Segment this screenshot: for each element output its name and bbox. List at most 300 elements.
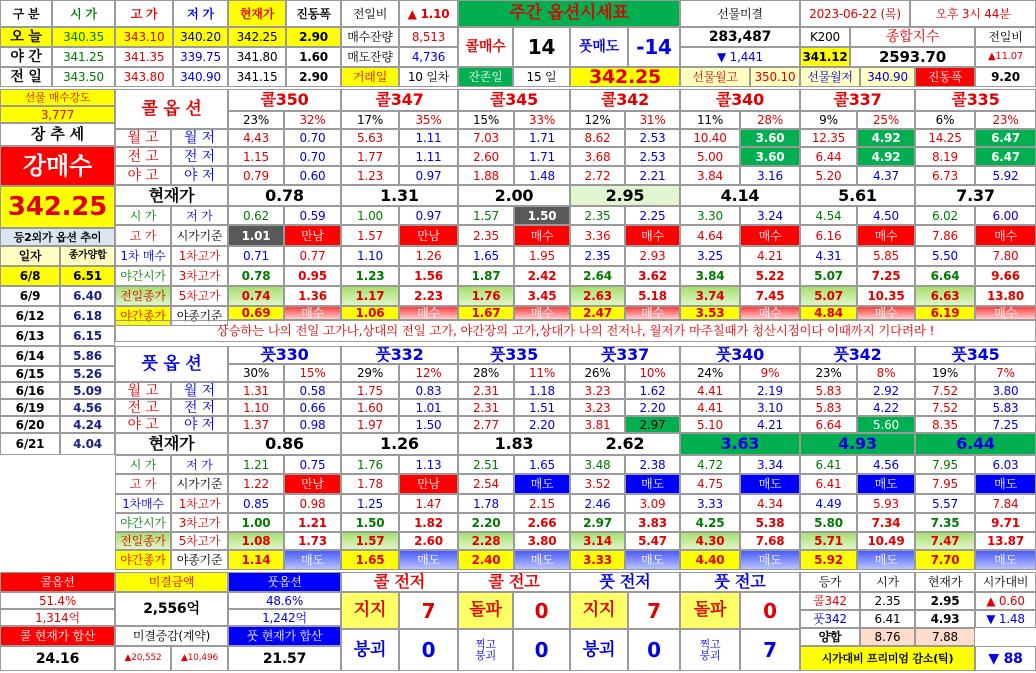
sheet-cell: 4.24 [60,416,115,433]
sheet-cell: 오 늘 [0,27,52,47]
sheet-cell: 6.18 [60,306,115,326]
value-cell: 2.97 [625,416,680,433]
value-cell: 4.92 [857,147,915,166]
sheet-cell: 3차고가 [171,513,228,532]
value-cell: 3.68 [570,147,625,166]
value-cell: 4.22 [857,399,915,416]
value-cell: 6.03 [975,455,1036,474]
signal-badge: 매수 [975,225,1036,246]
value-cell: 3.80 [514,532,570,550]
current-price: 5.61 [800,185,915,206]
sheet-cell: 장 추 세 [0,123,115,146]
value-cell: 1.48 [514,166,570,185]
strike-header: 콜347 [341,89,458,111]
sheet-cell: 342.25 [570,67,680,87]
sheet-cell: 9.20 [975,67,1036,87]
value-cell: 5.92 [975,166,1036,185]
sheet-cell: 340.20 [173,27,228,47]
value-cell: 1.50 [341,513,399,532]
value-cell: 3.45 [514,286,570,306]
signal-badge: 매수 [857,225,915,246]
pct-cell: 11% [514,364,570,382]
value-cell: 2.64 [570,266,625,286]
sheet-cell: 6.15 [60,326,115,346]
value-cell: 8.19 [915,147,975,166]
value-cell: 6.63 [915,286,975,306]
value-cell: 5.20 [800,166,857,185]
value-cell: 3.53 [680,306,740,320]
value-cell: 6.02 [915,206,975,225]
sheet-cell: 야 고 [115,416,171,433]
sheet-cell: 343.50 [52,67,115,87]
value-cell: 6.19 [915,306,975,320]
strike-header: 풋342 [800,346,915,364]
sheet-cell: 현재가 [228,0,286,27]
value-cell: 12.35 [800,129,857,147]
signal-badge: 매수 [740,225,800,246]
signal-badge: 만남 [284,225,341,246]
sheet-cell: 343.10 [115,27,173,47]
value-cell: 1.71 [514,129,570,147]
value-cell: 2.60 [458,147,514,166]
value-cell: 0.75 [284,455,341,474]
value-cell: 0.60 [284,166,341,185]
value-cell: 4.41 [680,382,740,399]
value-cell: 7.35 [915,513,975,532]
value-cell: 5.50 [915,246,975,266]
sheet-cell: 시가기준 [171,225,228,246]
sheet-cell: 야 저 [171,166,228,185]
value-cell: 1.87 [458,266,514,286]
value-cell: 1.11 [399,129,458,147]
sheet-cell: 야간종가 [115,306,171,326]
value-cell: 3.14 [570,532,625,550]
value-cell: 13.80 [975,286,1036,306]
sheet-cell: 돌파 [680,592,740,629]
value-cell: 1.88 [458,166,514,185]
value-cell: 7.84 [975,494,1036,513]
value-cell: 7.52 [915,399,975,416]
sheet-cell: 2.95 [915,592,975,610]
pct-cell: 12% [399,364,458,382]
pct-cell: 24% [680,364,740,382]
sheet-cell: 전일종가 [115,532,171,550]
value-cell: 7.95 [915,474,975,494]
value-cell: 0.78 [228,266,284,286]
signal-badge: 매수 [625,306,680,320]
sheet-cell: 340.90 [860,67,915,87]
value-cell: 6.47 [975,129,1036,147]
sheet-cell: 상승하는 나의 전일 고가나,상대의 전일 고가, 야간장의 고가,상대가 나의 전저나, 월저가 마주칠때가 청산시점이다 이때까지 기다려라 ! [115,320,1036,342]
sheet-cell: 시가대비 [975,572,1036,592]
value-cell: 1.50 [399,416,458,433]
sheet-cell: 시가 [860,572,915,592]
value-cell: 1.01 [228,225,284,246]
sheet-cell: 진동폭 [286,0,341,27]
value-cell: 2.35 [458,225,514,246]
value-cell: 7.03 [458,129,514,147]
sheet-cell: 350.10 [750,67,800,87]
sheet-cell: 283,487 [680,27,800,47]
value-cell: 7.95 [915,455,975,474]
sheet-cell: 6/8 [0,266,60,286]
value-cell: 3.24 [740,206,800,225]
value-cell: 3.33 [570,550,625,570]
strike-header: 풋330 [228,346,341,364]
value-cell: 6.47 [975,147,1036,166]
value-cell: 1.36 [284,286,341,306]
value-cell: 0.66 [284,399,341,416]
sheet-cell: 전일비 [341,0,399,27]
value-cell: 3.10 [740,399,800,416]
strike-header: 콜350 [228,89,341,111]
signal-badge: 매수 [740,306,800,320]
value-cell: 4.34 [740,494,800,513]
signal-badge: 매도 [975,550,1036,570]
sheet-cell: 전 고 [115,147,171,166]
sheet-cell: 월 고 [115,382,171,399]
value-cell: 2.77 [458,416,514,433]
value-cell: 6.00 [975,206,1036,225]
sheet-cell: ▲20,552 [115,646,171,671]
pct-cell: 23% [975,111,1036,129]
value-cell: 1.78 [458,494,514,513]
current-price: 0.78 [228,185,341,206]
sheet-cell: 5.09 [60,382,115,399]
sheet-cell: -14 [628,27,680,67]
sheet-cell: 2593.70 [850,47,975,67]
value-cell: 1.08 [228,532,284,550]
value-cell: 2.38 [625,455,680,474]
sheet-cell: 0 [513,629,570,671]
pct-cell: 19% [915,364,975,382]
value-cell: 1.60 [341,399,399,416]
value-cell: 2.53 [625,129,680,147]
value-cell: 3.16 [740,166,800,185]
value-cell: 0.74 [228,286,284,306]
sheet-cell: 1차 매수 [115,246,171,266]
value-cell: 6.64 [800,416,857,433]
value-cell: 1.62 [625,382,680,399]
value-cell: 0.62 [228,206,284,225]
value-cell: 5.22 [740,266,800,286]
current-price: 4.14 [680,185,800,206]
value-cell: 7.47 [915,532,975,550]
sheet-cell: 풋 전저 [570,572,680,592]
value-cell: 0.70 [284,147,341,166]
value-cell: 1.78 [341,474,399,494]
sheet-cell: 시가기준 [171,474,228,494]
value-cell: 2.63 [570,286,625,306]
sheet-cell: 7.88 [915,628,975,646]
value-cell: 1.95 [514,246,570,266]
value-cell: 9.66 [975,266,1036,286]
current-price: 3.63 [680,433,800,455]
sheet-cell: 7 [399,592,458,629]
value-cell: 5.60 [857,416,915,433]
sheet-cell: 1,314억 [0,609,115,626]
value-cell: 1.23 [341,166,399,185]
value-cell: 1.37 [228,416,284,433]
value-cell: 13.87 [975,532,1036,550]
sheet-cell: 종가양합 [60,246,115,266]
value-cell: 7.86 [915,225,975,246]
value-cell: 1.17 [341,286,399,306]
value-cell: 1.65 [341,550,399,570]
sheet-cell: 지지 [570,592,628,629]
value-cell: 4.21 [740,416,800,433]
value-cell: 6.16 [800,225,857,246]
signal-badge: 매도 [625,550,680,570]
pct-cell: 9% [800,111,857,129]
value-cell: 3.84 [680,266,740,286]
value-cell: 6.41 [800,474,857,494]
value-cell: 2.20 [514,416,570,433]
signal-badge: 매수 [975,306,1036,320]
value-cell: 3.48 [570,455,625,474]
signal-badge: 매수 [514,225,570,246]
sheet-cell: 10 일차 [399,67,458,87]
value-cell: 1.10 [228,399,284,416]
sheet-cell: 1차고가 [171,246,228,266]
sheet-cell: 월 저 [171,129,228,147]
value-cell: 5.07 [800,286,857,306]
sheet-cell: 342.25 [0,186,115,228]
sheet-cell: 전 저 [171,147,228,166]
signal-badge: 매도 [399,550,458,570]
sheet-cell: 2,556억 [115,592,228,626]
value-cell: 1.77 [341,147,399,166]
sheet-cell: 콜 전고 [458,572,570,592]
pct-cell: 35% [399,111,458,129]
value-cell: 1.06 [341,306,399,320]
sheet-cell: 4,736 [399,47,458,67]
pct-cell: 15% [458,111,514,129]
sheet-cell: 6.51 [60,266,115,286]
value-cell: 5.57 [915,494,975,513]
value-cell: 2.92 [857,382,915,399]
sheet-cell: 야간시가 [115,513,171,532]
value-cell: 0.97 [399,206,458,225]
current-price: 2.95 [570,185,680,206]
value-cell: 5.00 [680,147,740,166]
sheet-cell: ▲ 1.10 [399,0,458,27]
sheet-cell: 3차고가 [171,266,228,286]
sheet-cell: 6/13 [0,326,60,346]
value-cell: 0.70 [284,129,341,147]
sheet-cell: 전 일 [0,67,52,87]
sheet-cell: 6/20 [0,416,60,433]
value-cell: 4.72 [680,455,740,474]
sheet-cell: 14 [513,27,570,67]
sheet-cell: 현재가 [115,185,228,206]
current-price: 1.31 [341,185,458,206]
sheet-cell: 찍고 붕괴 [680,629,740,671]
sheet-cell: 선물미결 [680,0,800,27]
value-cell: 1.57 [458,206,514,225]
current-price: 6.44 [915,433,1036,455]
value-cell: 2.35 [570,246,625,266]
value-cell: 1.13 [399,455,458,474]
sheet-cell: 콜 현재가 합산 [0,626,115,646]
strike-header: 콜340 [680,89,800,111]
value-cell: 4.41 [680,399,740,416]
sheet-cell: 6/16 [0,382,60,399]
sheet-cell: 잔존일 [458,67,513,87]
value-cell: 3.33 [680,494,740,513]
value-cell: 0.58 [284,382,341,399]
pct-cell: 23% [800,364,857,382]
sheet-cell: 339.75 [173,47,228,67]
sheet-cell: 7 [740,629,800,671]
value-cell: 7.80 [975,246,1036,266]
value-cell: 2.31 [458,399,514,416]
signal-badge: 만남 [284,474,341,494]
sheet-cell: 등2외가 옵션 추이 [0,228,115,246]
value-cell: 3.60 [740,147,800,166]
sheet-cell: 풋 현재가 합산 [228,626,341,646]
value-cell: 1.51 [514,399,570,416]
sheet-cell: 오후 3시 44분 [910,0,1036,27]
sheet-cell: 1.60 [286,47,341,67]
value-cell: 1.14 [228,550,284,570]
sheet-cell: 전 저 [171,399,228,416]
sheet-cell: 전 고 [115,399,171,416]
sheet-cell: 5차고가 [171,286,228,306]
value-cell: 5.07 [800,266,857,286]
value-cell: 3.60 [740,129,800,147]
sheet-cell: 저 가 [171,455,228,474]
sheet-cell: ▼ 1,441 [680,47,800,67]
sheet-cell: 야종기준 [171,306,228,326]
sheet-cell: 5차고가 [171,532,228,550]
sheet-cell: 선물월고 [680,67,750,87]
sheet-cell: 시 가 [115,206,171,225]
value-cell: 10.40 [680,129,740,147]
value-cell: 1.57 [341,532,399,550]
pct-cell: 9% [740,364,800,382]
current-price: 1.83 [458,433,570,455]
sheet-cell: ▲ 0.60 [975,592,1036,610]
value-cell: 7.25 [857,266,915,286]
sheet-cell: 고 가 [115,225,171,246]
value-cell: 0.98 [284,494,341,513]
sheet-cell: 콜342 [800,592,860,610]
signal-badge: 매수 [857,306,915,320]
value-cell: 3.36 [570,225,625,246]
value-cell: 2.54 [458,474,514,494]
sheet-cell: 고 가 [115,0,173,27]
signal-badge: 매수 [399,306,458,320]
signal-badge: 매수 [284,306,341,320]
value-cell: 1.47 [399,494,458,513]
value-cell: 0.77 [284,246,341,266]
value-cell: 8.62 [570,129,625,147]
value-cell: 1.23 [341,266,399,286]
value-cell: 10.35 [857,286,915,306]
sheet-cell: 전일종가 [115,286,171,306]
signal-badge: 매도 [625,474,680,494]
value-cell: 1.21 [284,513,341,532]
value-cell: 14.25 [915,129,975,147]
value-cell: 0.98 [284,416,341,433]
strike-header: 풋337 [570,346,680,364]
value-cell: 3.23 [570,399,625,416]
pct-cell: 26% [570,364,625,382]
sheet-cell: 주간 옵션시세표 [458,0,680,27]
value-cell: 9.71 [975,513,1036,532]
value-cell: 1.11 [399,147,458,166]
value-cell: 2.46 [570,494,625,513]
value-cell: 3.23 [570,382,625,399]
value-cell: 2.20 [625,399,680,416]
sheet-cell: 341.25 [52,47,115,67]
sheet-cell: 48.6% [228,592,341,609]
value-cell: 1.15 [228,147,284,166]
sheet-cell: 선물 매수강도 [0,89,115,106]
sheet-cell: 8.76 [860,628,915,646]
sheet-cell: 저 가 [173,0,228,27]
pct-cell: 11% [680,111,740,129]
value-cell: 3.83 [625,513,680,532]
sheet-cell: 미결증감(계약) [115,626,228,646]
strike-header: 콜342 [570,89,680,111]
sheet-cell: 15 일 [513,67,570,87]
value-cell: 2.66 [514,513,570,532]
sheet-cell: 51.4% [0,592,115,609]
value-cell: 10.49 [857,532,915,550]
value-cell: 4.31 [800,246,857,266]
sheet-cell: 2.35 [860,592,915,610]
pct-cell: 12% [570,111,625,129]
value-cell: 4.37 [857,166,915,185]
sheet-cell: 0 [628,629,680,671]
sheet-cell: 양합 [800,628,860,646]
sheet-cell: 5.86 [60,346,115,366]
sheet-cell: 매수잔량 [341,27,399,47]
sheet-cell: 구 분 [0,0,52,27]
value-cell: 5.71 [800,532,857,550]
value-cell: 0.83 [399,382,458,399]
signal-badge: 매도 [857,474,915,494]
sheet-cell: 풋 전고 [680,572,800,592]
value-cell: 6.73 [915,166,975,185]
value-cell: 2.20 [458,513,514,532]
sheet-cell: 24.16 [0,646,115,671]
sheet-cell: 343.80 [115,67,173,87]
value-cell: 2.53 [625,147,680,166]
sheet-cell: 진동폭 [915,67,975,87]
sheet-cell: 6/21 [0,433,60,455]
sheet-cell: 종합지수 [850,27,975,47]
pct-cell: 29% [341,364,399,382]
signal-badge: 매도 [740,474,800,494]
pct-cell: 10% [625,364,680,382]
value-cell: 6.64 [915,266,975,286]
sheet-cell: 341.80 [228,47,286,67]
sheet-cell: 6/14 [0,346,60,366]
sheet-cell: 1,242억 [228,609,341,626]
value-cell: 2.31 [458,382,514,399]
signal-badge: 매수 [625,225,680,246]
sheet-cell: 2023-06-22 (목) [800,0,910,27]
value-cell: 2.72 [570,166,625,185]
pct-cell: 31% [625,111,680,129]
sheet-cell: 2.90 [286,67,341,87]
pct-cell: 23% [228,111,284,129]
value-cell: 1.65 [458,246,514,266]
sheet-cell: 야 저 [171,416,228,433]
